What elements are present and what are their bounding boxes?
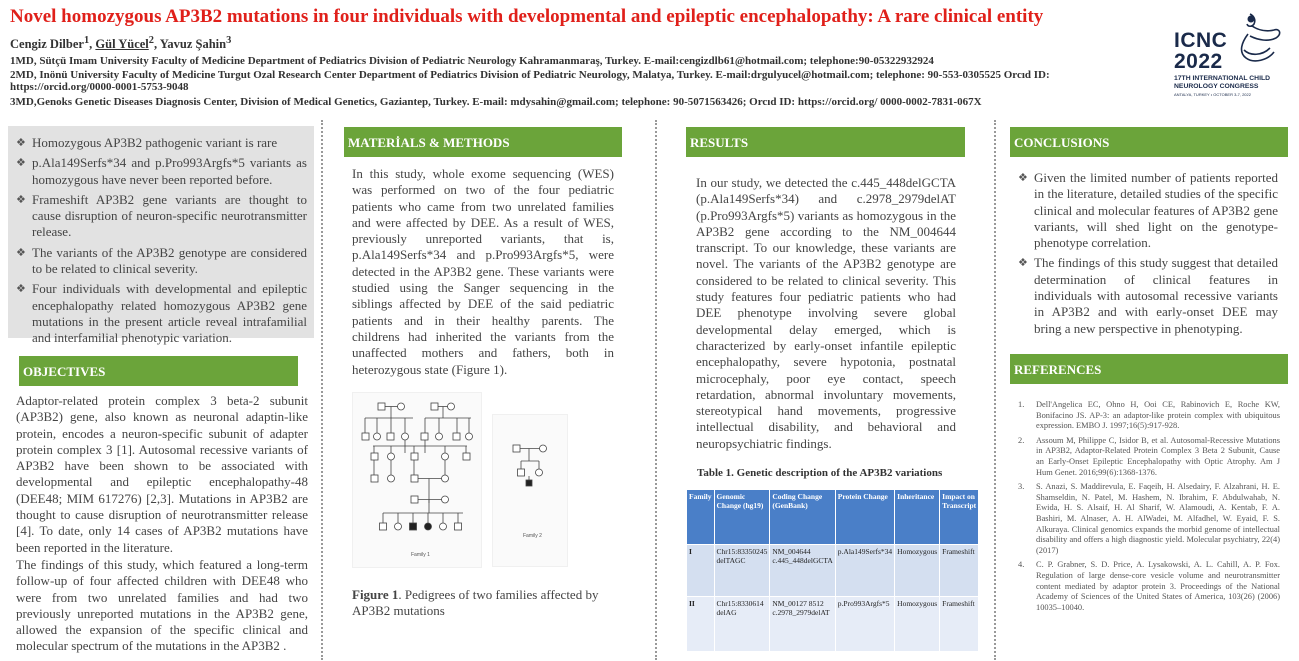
figure-caption-text: . Pedigrees of two families affected by AP3B2 mutations [352,587,599,619]
author-sup: 3 [226,35,232,46]
pedigree-family-1 [352,392,482,568]
highlight-item: ❖ Homozygous AP3B2 pathogenic variant is rare [16,135,307,151]
reference-text: C. P. Grabner, S. D. Price, A. Lysakowski, A. L. Cahill, A. P. Fox. Regulation of large dense-core vesicle volume and neurotransmitter content mediated by adaptor protein 3. Proceedings of the National Academy of Sciences of the United States of America, 103(26) (2006) 10035–10040. [1036,560,1280,612]
conclusion-item: ❖ Given the limited number of patients reported in the literature, detailed studies of the specific clinical and molecular features of AP3B2 gene variants, will shed light on the genotype-phenotype correlation. [1018,170,1278,251]
objectives-heading: OBJECTIVES [19,356,298,386]
affiliation-2-orcid: https://orcid.org/0000-0001-5753-9048 [10,81,189,93]
table-cell: Frameshift [940,544,979,596]
table-row [687,544,979,596]
table-cell: NM_004644 c.445_448delGCTA [770,544,835,596]
table-cell: p.Pro993Argfs*5 [835,596,894,651]
references-list [1016,400,1280,617]
affiliation-3: 3MD,Genoks Genetic Diseases Diagnosis Center, Division of Medical Genetics, Gaziantep, Turkey. E-mail: mdysahin@gmail.com; telephone: 90-5071563426; Orcıd ID: https://orcid.org/ 0000-0002-7831-067X [10,96,982,108]
highlight-item: ❖ The variants of the AP3B2 genotype are considered to be related to clinical severity. [16,245,307,278]
reference-item [1016,436,1280,478]
column-divider [655,120,657,660]
author-name: Gül Yücel [95,37,149,52]
conclusions-list [1018,170,1278,341]
table-cell: Chr15:83350245 delTAGC [714,544,770,596]
objectives-paragraph-1: Adaptor-related protein complex 3 beta-2 subunit (AP3B2) gene, also known as neuronal adaptin-like protein, encodes a neuron-specific subunit of adapter protein complex 3 [1]. Autosomal recessive variants of AP3B2 have been shown to be associated with developmental and epileptic encephalopathy-48 (DEE48; MIM 617276) [2,3]. Mutations in AP3B2 are thought to cause disruption of neurotransmitter release [4]. To date, only 14 cases of AP3B2 mutations have been reported in the literature. [16,393,308,555]
table-header-cell: Impact on Transcript [940,490,979,544]
table-row [687,596,979,651]
highlight-item: ❖ Four individuals with developmental and epileptic encephalopathy related homozygous AP3B2 gene mutations in the present article reveal intrafamilial and interfamilial phenotypic variation. [16,281,307,346]
table-cell: Chr15:8330614 delAG [714,596,770,651]
variants-table [687,490,979,651]
results-paragraph: In our study, we detected the c.445_448delGCTA (p.Ala149Serfs*34) and c.2978_2979delAT (p.Pro993Argfs*5) variants as homozygous in the AP3B2 gene according to the NM_004644 transcript. To our knowledge, these variants are novel. The variants of the AP3B2 genotype are considered to be related to clinical severity. This study features four pediatric patients who had DEE phenotype involving severe global developmental delay emerged, which is characterized by early-onset infantile epileptic encephalopathy, severe hypotonia, postnatal microcephaly, poor eye contact, speech retardation, abnormal involuntary movements, stereotypical hand movements, progressive intellectual disability, and behavioral and neuropsychiatric findings. [696,175,956,451]
logo-line2: NEUROLOGY CONGRESS [1174,83,1259,90]
reference-number: 1. [1018,400,1025,409]
table-cell: p.Ala149Serfs*34 [835,544,894,596]
reference-text: Dell'Angelica EC, Ohno H, Ooi CE, Rabinovich E, Roche KW, Bonifacino JS. AP-3: an adaptor-like protein complex with ubiquitous expression. EMBO J. 1997;16(5):917-928. [1036,400,1280,431]
logo-line1: 17TH INTERNATIONAL CHILD [1174,75,1271,82]
reference-item [1016,560,1280,613]
table-header-row [687,490,979,544]
table-cell: I [687,544,714,596]
figure-caption [352,587,614,620]
references-heading: REFERENCES [1010,354,1288,384]
methods-paragraph: In this study, whole exome sequencing (WES) was performed on two of the four pediatric patients who came from two unrelated families and were affected by DEE. As a result of WES, previously unreported variants, that is, p.Ala149Serfs*34 and p.Pro993Argfs*5, were detected in the AP3B2 gene. These variants were studied using the Sanger sequencing in the siblings affected by DEE of the said pediatric patients and in their healthy parents. The childrens had inherited the variants from the unaffected mothers and fathers, both in heterozygous state (Figure 1). [352,166,614,377]
pedigree-label-1: Family 1 [411,552,430,558]
author-sup: 1 [83,35,90,46]
table-cell: Homozygous [895,544,940,596]
table-header-cell: Genomic Change (hg19) [714,490,770,544]
highlight-item: ❖ p.Ala149Serfs*34 and p.Pro993Argfs*5 variants as homozygous have never been reported before. [16,155,307,188]
table-cell: NM_00127 8512 c.2978_2979delAT [770,596,835,651]
pedigree-family-2 [492,414,568,567]
reference-item [1016,400,1280,432]
pedigree-chart-2 [493,415,569,568]
table-header-cell: Family [687,490,714,544]
author-sup: 2 [148,35,154,46]
reference-number: 2. [1018,435,1025,445]
poster-title: Novel homozygous AP3B2 mutations in four individuals with developmental and epileptic encephalopathy: A rare clinical entity [10,6,1044,27]
author-list: Cengiz Dilber$^1$, Gül Yücel$^2$, Yavuz Şahin$^3$ [10,35,232,52]
logo-year: 2022 [1174,50,1223,73]
pedigree-chart-1 [353,393,483,569]
reference-text: S. Anazi, S. Maddirevula, E. Faqeih, H. Alsedairy, F. Alzahrani, H. E. Shamseldin, N. Patel, M. Hashem, N. Ibrahim, F. Abdulwahab, N. Ewida, H. S. Alsaif, H. Al Sharif, W. Alamoudi, A. Kentab, F. A. Bashiri, M. Alnaser, A. H. AlWadei, M. Alfadhel, W. Eyaid, F. S. Alkuraya. Clinical genomics expands the morbid genome of intellectual disability and offers a high diagnostic yield. Molecular psychiatry, 22(4) (2017) [1036,482,1280,555]
table-title: Table 1. Genetic description of the AP3B2 variations [697,467,943,479]
table-header-cell: Protein Change [835,490,894,544]
reference-number: 3. [1018,482,1025,492]
author-name: Yavuz Şahin [159,37,227,52]
highlights-list [16,135,307,351]
table-header-cell: Inheritance [895,490,940,544]
results-heading: RESULTS [686,127,965,157]
affiliation-1: 1MD, Sütçü Imam University Faculty of Medicine Department of Pediatrics Division of Pediatric Neurology Kahramanmaraş, Turkey. E-mail:cengizdlb61@hotmail.com; telephone:90-05322932924 [10,55,934,67]
conclusions-heading: CONCLUSIONS [1010,127,1288,157]
highlight-item: ❖ Frameshift AP3B2 gene variants are thought to cause disruption of neuron-specific neurotransmitter release. [16,192,307,241]
objectives-paragraph-2: The findings of this study, which featured a long-term follow-up of four affected children with DEE48 who were from two unrelated families and had two previously unreported mutations in the AP3B2 gene, allowed the expansion of the specific clinical and molecular spectrum of the mutations in the AP3B2 . [16,557,308,654]
conclusion-item: ❖ The findings of this study suggest that detailed determination of clinical features in individuals with autosomal recessive variants in AP3B2 and with early-onset DEE may bring a new perspective in phenotyping. [1018,255,1278,336]
logo-line3: ANTALYA, TURKEY • OCTOBER 3-7, 2022 [1174,92,1251,97]
table-header-cell: Coding Change (GenBank) [770,490,835,544]
reference-text: Assoum M, Philippe C, Isidor B, et al. Autosomal-Recessive Mutations in AP3B2, Adaptor-Related Protein Complex 3 Beta 2 Subunit, Cause an Early-Onset Epileptic Encephalopathy with Optic Atrophy. Am J Hum Genet. 2016;99(6):1368-1376. [1036,435,1280,477]
author-name: Cengiz Dilber [10,37,84,52]
column-divider [994,120,996,660]
reference-number: 4. [1018,560,1025,570]
reference-item [1016,482,1280,556]
figure-caption-label: Figure 1 [352,587,399,602]
methods-heading: MATERİALS & METHODS [344,127,622,157]
table-cell: Frameshift [940,596,979,651]
column-divider [321,120,323,660]
table-cell: II [687,596,714,651]
logo-main: ICNC [1174,29,1228,52]
congress-logo [1170,10,1285,102]
table-cell: Homozygous [895,596,940,651]
pedigree-label-2: Family 2 [523,533,542,539]
affiliation-2: 2MD, Inönü University Faculty of Medicine Turgut Ozal Research Center Department of Pediatrics Division of Pediatric Neurology, Malatya, Turkey. E-mail:drgulyucel@hotmail.com; telephone: 90-553-0305525 Orcıd ID: [10,69,1050,81]
